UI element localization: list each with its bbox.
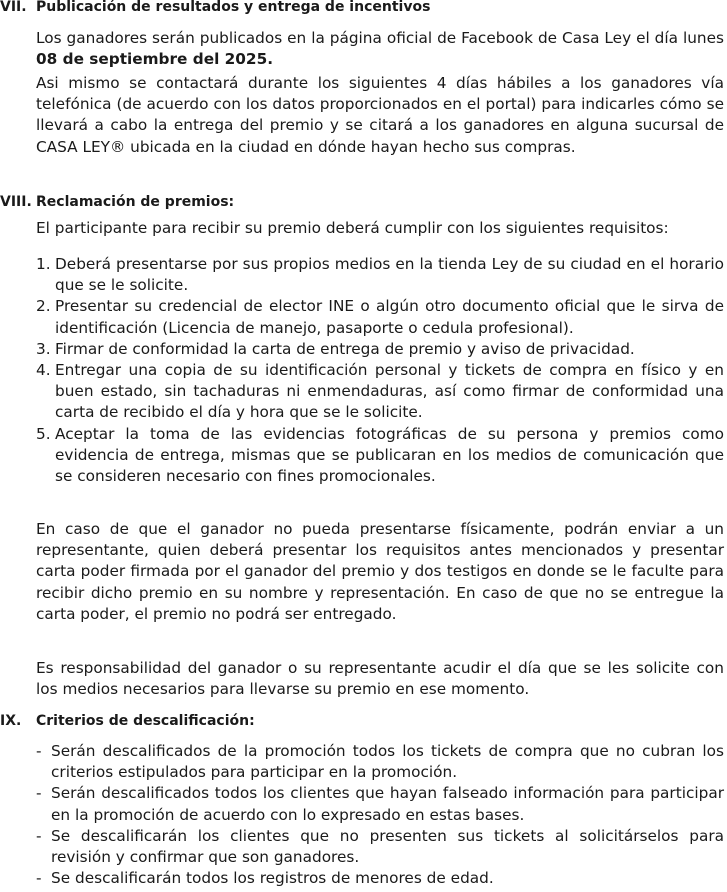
list-item: 5. Aceptar la toma de las evidencias fotográficas de su persona y premios como evidencia de entrega, mismas que se publicaran en los medios de comunicación que se consideren necesario con fines promocionales.	[36, 424, 724, 486]
section-number: IX.	[0, 713, 22, 729]
section-title: Publicación de resultados y entrega de incentivos	[36, 0, 431, 15]
section-vii-paragraph-2: Asi mismo se contactará durante los siguientes 4 días hábiles a los ganadores vía telefónica (de acuerdo con los datos proporcionados en el portal) para indicarles cómo se llevará a cabo la entrega del premio y se citará a los ganadores en alguna sucursal de CASA LEY® ubicada en la ciudad en dónde hayan hecho sus compras.	[36, 74, 724, 156]
list-item: 3. Firmar de conformidad la carta de entrega de premio y aviso de privacidad.	[36, 339, 635, 358]
section-ix-heading	[0, 713, 255, 729]
section-vii-heading	[0, 0, 430, 15]
list-item: - Se descalificarán todos los registros de menores de edad.	[36, 869, 494, 888]
section-title: Reclamación de premios:	[36, 194, 235, 210]
list-item: - Se descalificarán los clientes que no presenten sus tickets al solicitárselos para revisión y confirmar que son ganadores.	[36, 826, 724, 867]
section-viii-representative-paragraph: En caso de que el ganador no pueda presentarse físicamente, podrán enviar a un representante, quien deberá presentar los requisitos antes mencionados y presentar carta poder firmada por el ganador del premio y dos testigos en donde se le faculte para recibir dicho premio en su nombre y representación. En caso de que no se entregue la carta poder, el premio no podrá ser entregado.	[36, 520, 724, 623]
section-vii-paragraph-1	[36, 28, 724, 70]
list-item: - Serán descalificados de la promoción todos los tickets de compra que no cubran los criterios estipulados para participar en la promoción.	[36, 742, 724, 782]
section-title: Criterios de descalificación:	[36, 713, 255, 729]
section-number: VIII.	[0, 194, 32, 210]
publication-date: 08 de septiembre del 2025.	[36, 50, 274, 69]
section-number: VII.	[0, 0, 27, 15]
section-viii-responsibility-paragraph: Es responsabilidad del ganador o su representante acudir el día que se les solicite con los medios necesarios para llevarse su premio en ese momento.	[36, 659, 724, 699]
disqualification-list	[36, 741, 724, 889]
section-viii-heading	[0, 194, 234, 210]
list-item: 4. Entregar una copia de su identificación personal y tickets de compra en físico y en buen estado, sin tachaduras ni enmendaduras, así como firmar de conformidad una carta de recibido el día y hora que se le solicite.	[36, 361, 724, 422]
requirements-list	[36, 254, 724, 487]
paragraph-text: Los ganadores serán publicados en la página oficial de Facebook de Casa Ley el día lunes	[36, 29, 724, 47]
section-viii-intro: El participante para recibir su premio deberá cumplir con los siguientes requisitos:	[36, 219, 669, 237]
list-item: 1. Deberá presentarse por sus propios medios en la tienda Ley de su ciudad en el horario que se le solicite.	[36, 255, 724, 295]
list-item: - Serán descalificados todos los clientes que hayan falseado información para participar en la promoción de acuerdo con lo expresado en estas bases.	[36, 784, 724, 824]
list-item: 2. Presentar su credencial de elector INE o algún otro documento oficial que le sirva de identificación (Licencia de manejo, pasaporte o cedula profesional).	[36, 297, 724, 337]
